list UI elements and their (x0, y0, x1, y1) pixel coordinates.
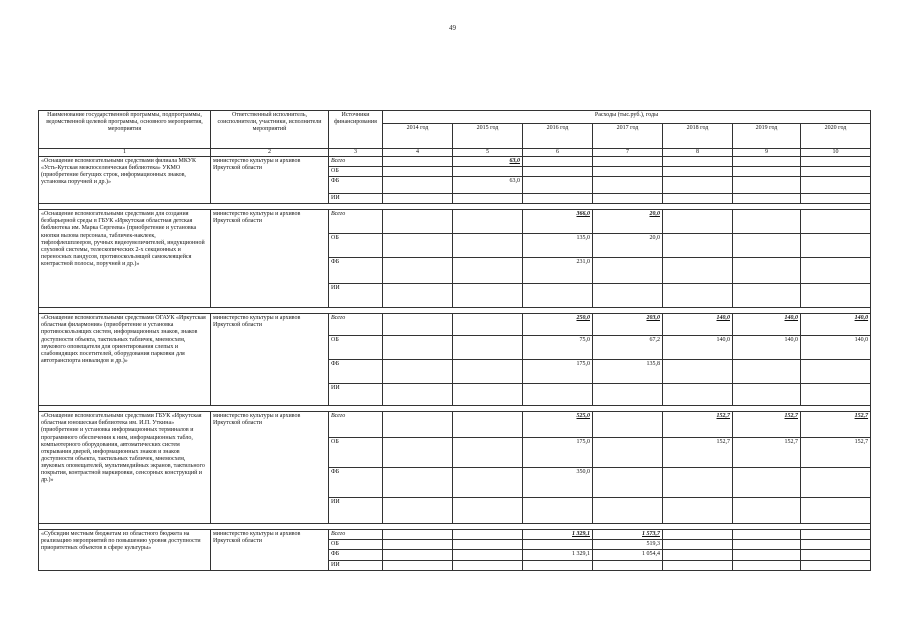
source-label: ФБ (329, 258, 383, 284)
value-cell: 152,7 (733, 412, 801, 438)
column-number: 4 (383, 149, 453, 157)
header-year: 2016 год (523, 124, 593, 149)
value-cell: 152,7 (801, 438, 871, 468)
header-year: 2020 год (801, 124, 871, 149)
column-numbers-row (39, 149, 871, 157)
value-cell (383, 530, 453, 540)
value-cell (453, 468, 523, 498)
value-cell: 1 329,1 (523, 550, 593, 560)
value-cell: 152,7 (733, 438, 801, 468)
measure-description: «Оснащение вспомогательными средствами ГБУК «Иркутская областная юношеская библиотека им. И.П. Уткина» (приобретение и установка информационных терминалов и программного обеспечения к ним, информационных табло, компьютерного оборудования, автоматических систем открывания дверей, информационных знаков и знаков доступности объекта, тактильных табличек, мнемосхем, звуковых оповещателей, мультимедийных экранов, тактильного покрытия, контрастной маркировки, сенсорных конструкций и др.)» (39, 412, 211, 524)
header-year: 2014 год (383, 124, 453, 149)
value-cell (593, 194, 663, 204)
value-cell (593, 157, 663, 167)
value-cell (801, 468, 871, 498)
value-cell (663, 167, 733, 177)
value-cell (733, 498, 801, 524)
header-name: Наименование государственной программы, подпрограммы, ведомственной целевой программы, основного мероприятия, мероприятия (39, 111, 211, 149)
value-cell: 1 329,1 (523, 530, 593, 540)
value-cell (383, 360, 453, 384)
value-cell: 20,0 (593, 234, 663, 258)
value-cell (733, 210, 801, 234)
source-label: ОБ (329, 540, 383, 550)
value-cell (453, 384, 523, 406)
table-row (39, 314, 871, 336)
source-label: ИИ (329, 384, 383, 406)
header-year: 2018 год (663, 124, 733, 149)
value-cell (663, 468, 733, 498)
value-cell (801, 384, 871, 406)
value-cell (663, 560, 733, 570)
source-label: Всего (329, 210, 383, 234)
value-cell (593, 560, 663, 570)
value-cell (801, 177, 871, 194)
header-expenses: Расходы (тыс.руб.), годы (383, 111, 871, 124)
value-cell: 140,0 (663, 314, 733, 336)
column-number: 7 (593, 149, 663, 157)
value-cell: 63,0 (453, 177, 523, 194)
value-cell (593, 177, 663, 194)
value-cell: 1 054,4 (593, 550, 663, 560)
table-row (39, 157, 871, 167)
value-cell (733, 284, 801, 308)
value-cell (453, 550, 523, 560)
value-cell (801, 550, 871, 560)
measure-executor: министерство культуры и архивов Иркутской области (211, 157, 329, 204)
value-cell (733, 234, 801, 258)
page-number: 49 (449, 24, 456, 32)
column-number: 6 (523, 149, 593, 157)
value-cell (663, 384, 733, 406)
value-cell: 175,0 (523, 438, 593, 468)
column-number: 1 (39, 149, 211, 157)
value-cell (453, 438, 523, 468)
value-cell (593, 498, 663, 524)
value-cell (801, 194, 871, 204)
value-cell (733, 167, 801, 177)
value-cell (453, 540, 523, 550)
value-cell (801, 210, 871, 234)
value-cell (801, 560, 871, 570)
value-cell (523, 498, 593, 524)
value-cell: 135,8 (593, 360, 663, 384)
value-cell: 152,7 (663, 438, 733, 468)
value-cell: 175,0 (523, 360, 593, 384)
value-cell (593, 412, 663, 438)
value-cell (663, 284, 733, 308)
value-cell (593, 167, 663, 177)
table-row (39, 412, 871, 438)
column-number: 8 (663, 149, 733, 157)
value-cell (383, 314, 453, 336)
value-cell (453, 412, 523, 438)
column-number: 5 (453, 149, 523, 157)
value-cell: 525,0 (523, 412, 593, 438)
value-cell (523, 194, 593, 204)
column-number: 2 (211, 149, 329, 157)
source-label: ФБ (329, 468, 383, 498)
value-cell (383, 157, 453, 167)
value-cell (383, 284, 453, 308)
column-number: 9 (733, 149, 801, 157)
value-cell: 140,0 (801, 336, 871, 360)
header-sources: Источники финансирования (329, 111, 383, 149)
measure-executor: министерство культуры и архивов Иркутской области (211, 210, 329, 308)
value-cell (523, 167, 593, 177)
header-year: 2015 год (453, 124, 523, 149)
value-cell (383, 498, 453, 524)
value-cell: 1 573,7 (593, 530, 663, 540)
measure-executor: министерство культуры и архивов Иркутской области (211, 412, 329, 524)
value-cell (801, 167, 871, 177)
value-cell (801, 157, 871, 167)
table-body (39, 157, 871, 571)
value-cell: 152,7 (801, 412, 871, 438)
value-cell (383, 194, 453, 204)
value-cell: 135,0 (523, 234, 593, 258)
source-label: Всего (329, 412, 383, 438)
source-label: ФБ (329, 177, 383, 194)
value-cell (733, 360, 801, 384)
source-label: Всего (329, 530, 383, 540)
value-cell (383, 258, 453, 284)
value-cell (801, 540, 871, 550)
measure-description: «Субсидии местным бюджетам из областного бюджета на реализацию мероприятий по повышению уровня доступности приоритетных объектов в сфере культуры» (39, 530, 211, 570)
value-cell (383, 438, 453, 468)
value-cell: 75,0 (523, 336, 593, 360)
value-cell (733, 384, 801, 406)
value-cell (523, 284, 593, 308)
value-cell (733, 177, 801, 194)
value-cell: 140,0 (733, 336, 801, 360)
value-cell (453, 314, 523, 336)
value-cell: 20,0 (593, 210, 663, 234)
value-cell (383, 412, 453, 438)
value-cell (593, 468, 663, 498)
value-cell (453, 258, 523, 284)
value-cell (663, 210, 733, 234)
value-cell (383, 177, 453, 194)
measure-description: «Оснащение вспомогательными средствами филиала МКУК «Усть-Кутская межпоселенческая библиотека» УКМО (приобретение бегущих строк, информационных знаков, установка поручней и др.)» (39, 157, 211, 204)
measure-executor: министерство культуры и архивов Иркутской области (211, 530, 329, 570)
value-cell (801, 498, 871, 524)
source-label: ИИ (329, 498, 383, 524)
value-cell (663, 550, 733, 560)
source-label: Всего (329, 157, 383, 167)
value-cell (453, 194, 523, 204)
source-label: ОБ (329, 167, 383, 177)
value-cell (383, 468, 453, 498)
value-cell (453, 530, 523, 540)
value-cell (593, 384, 663, 406)
value-cell: 152,7 (663, 412, 733, 438)
value-cell: 63,0 (453, 157, 523, 167)
value-cell (801, 284, 871, 308)
value-cell (453, 360, 523, 384)
value-cell (453, 560, 523, 570)
value-cell (663, 258, 733, 284)
value-cell (523, 540, 593, 550)
column-number: 10 (801, 149, 871, 157)
value-cell (733, 157, 801, 167)
source-label: ФБ (329, 550, 383, 560)
header-year: 2017 год (593, 124, 663, 149)
value-cell (383, 384, 453, 406)
source-label: ФБ (329, 360, 383, 384)
source-label: Всего (329, 314, 383, 336)
value-cell (801, 234, 871, 258)
value-cell (453, 498, 523, 524)
value-cell (593, 258, 663, 284)
value-cell (663, 177, 733, 194)
value-cell: 140,0 (663, 336, 733, 360)
value-cell (593, 438, 663, 468)
measure-description: «Оснащение вспомогательными средствами ОГАУК «Иркутская областная филармония» (приобретение и установка противоскользящих систем, информационных знаков, знаков доступности объекта, тактильных табличек, мнемосхем, звукового оповещателя для ориентирования слепых и слабовидящих посетителей, оборудования парковки для автотранспорта инвалидов и др.)» (39, 314, 211, 406)
value-cell: 519,3 (593, 540, 663, 550)
value-cell (383, 167, 453, 177)
value-cell (383, 210, 453, 234)
value-cell (663, 194, 733, 204)
column-number: 3 (329, 149, 383, 157)
header-row (39, 111, 871, 124)
value-cell (733, 540, 801, 550)
source-label: ИИ (329, 284, 383, 308)
value-cell (663, 360, 733, 384)
source-label: ИИ (329, 560, 383, 570)
value-cell (733, 468, 801, 498)
source-label: ОБ (329, 234, 383, 258)
value-cell (733, 194, 801, 204)
value-cell (383, 540, 453, 550)
value-cell (663, 540, 733, 550)
measure-executor: министерство культуры и архивов Иркутской области (211, 314, 329, 406)
value-cell (663, 498, 733, 524)
value-cell (663, 530, 733, 540)
value-cell (383, 234, 453, 258)
value-cell (523, 177, 593, 194)
value-cell (453, 336, 523, 360)
value-cell (453, 234, 523, 258)
source-label: ОБ (329, 336, 383, 360)
value-cell (733, 550, 801, 560)
value-cell: 231,0 (523, 258, 593, 284)
value-cell (733, 530, 801, 540)
value-cell (663, 234, 733, 258)
value-cell: 350,0 (523, 468, 593, 498)
value-cell: 203,0 (593, 314, 663, 336)
source-label: ОБ (329, 438, 383, 468)
value-cell (383, 560, 453, 570)
value-cell: 140,0 (733, 314, 801, 336)
value-cell (801, 530, 871, 540)
value-cell: 250,0 (523, 314, 593, 336)
value-cell: 366,0 (523, 210, 593, 234)
value-cell (733, 560, 801, 570)
value-cell (523, 157, 593, 167)
value-cell (733, 258, 801, 284)
value-cell (383, 336, 453, 360)
value-cell: 67,2 (593, 336, 663, 360)
budget-table (38, 110, 871, 571)
value-cell (801, 258, 871, 284)
source-label: ИИ (329, 194, 383, 204)
header-year: 2019 год (733, 124, 801, 149)
value-cell (663, 157, 733, 167)
table-row (39, 210, 871, 234)
value-cell (523, 560, 593, 570)
header-executor: Ответственный исполнитель, соисполнители, участники, исполнители мероприятий (211, 111, 329, 149)
table-row (39, 530, 871, 540)
value-cell (453, 284, 523, 308)
value-cell (593, 284, 663, 308)
value-cell (523, 384, 593, 406)
value-cell (383, 550, 453, 560)
value-cell (453, 210, 523, 234)
value-cell (453, 167, 523, 177)
value-cell: 140,0 (801, 314, 871, 336)
measure-description: «Оснащение вспомогательными средствами для создания безбарьерной среды в ГБУК «Иркутская областная детская библиотека им. Марка Сергеева» (приобретение и установка кнопки вызова персонала, табличек-наклеек, тифлофлешплееров, ручных видеоувеличителей, индукционной слуховой системы, телескопических 2-х секционных и переносных пандусов, противоскользящей самоклеящейся контрастной полосы, поручней и др.)» (39, 210, 211, 308)
value-cell (801, 360, 871, 384)
